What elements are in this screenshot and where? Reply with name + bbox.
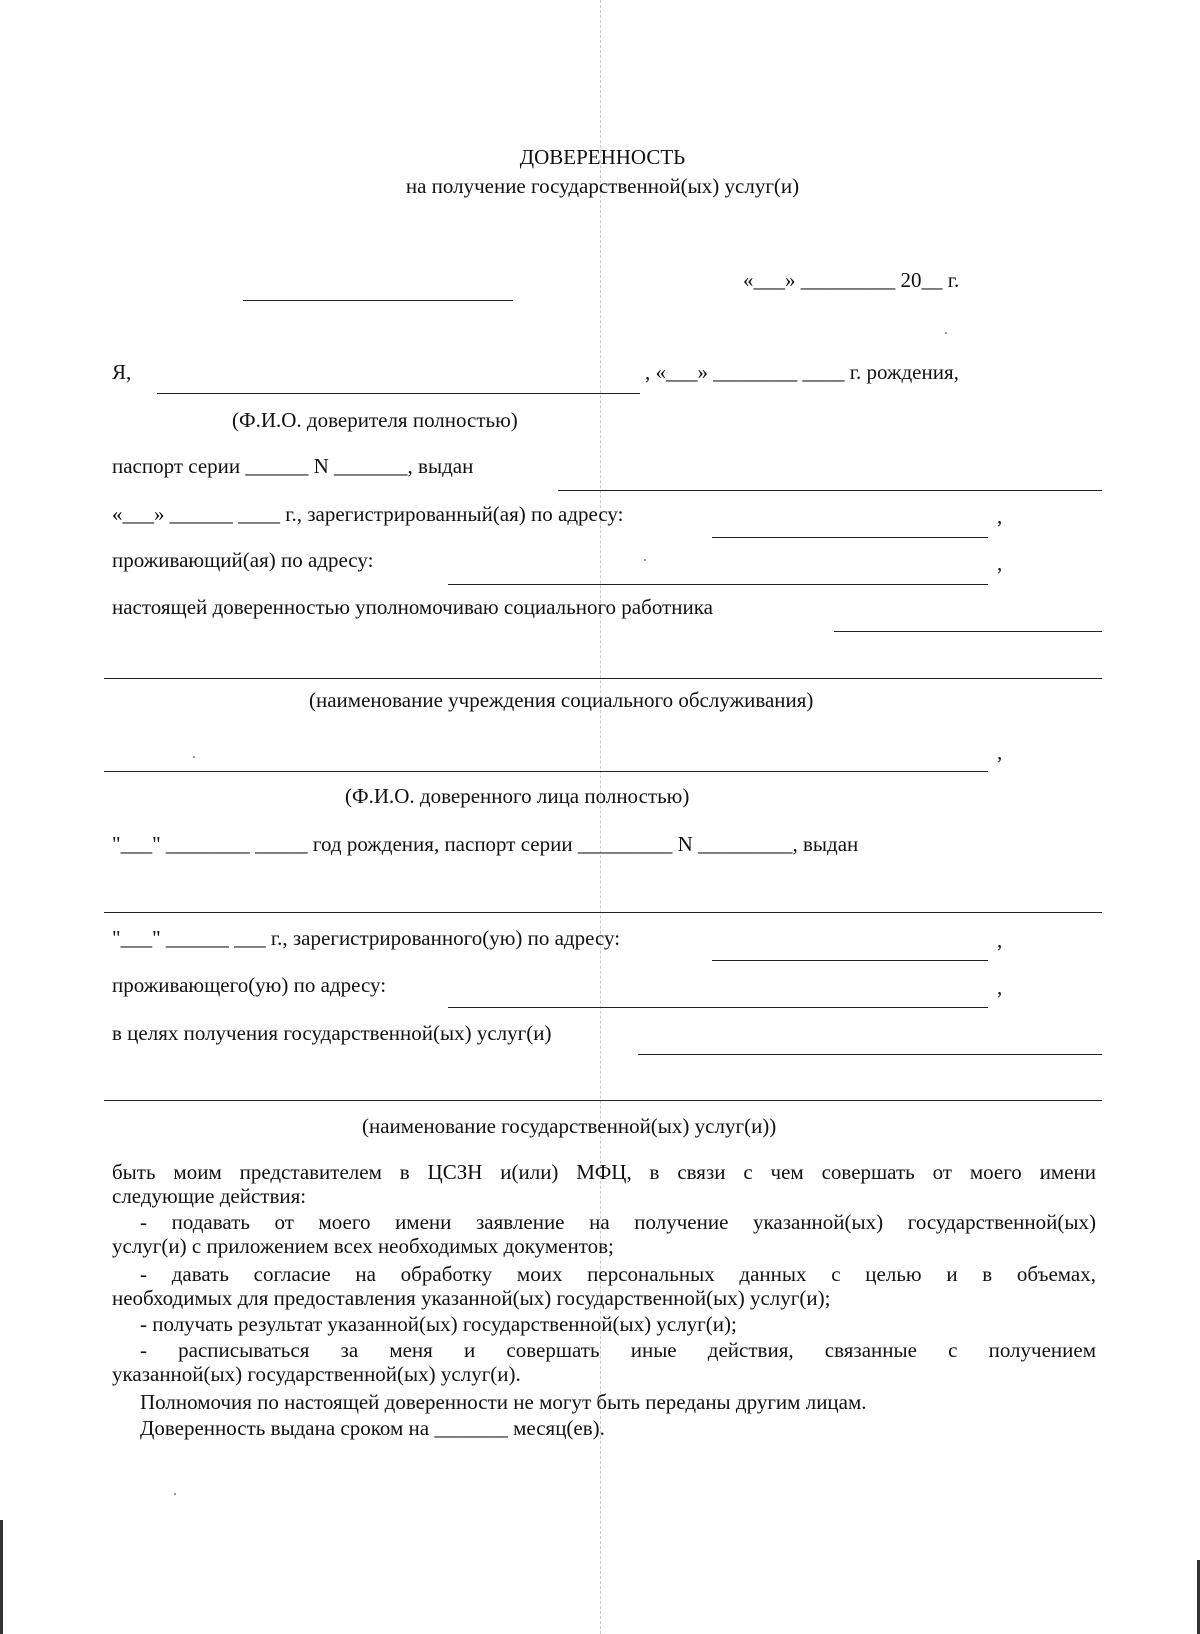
agent-residing-address-field[interactable] — [448, 1007, 988, 1008]
authorize-text: настоящей доверенностью уполномочиваю социального работника — [112, 595, 713, 619]
label-ya: Я, — [112, 360, 132, 384]
fold-line — [600, 0, 601, 1634]
service-field-2[interactable] — [104, 1100, 1102, 1101]
agent-residing-comma: , — [997, 975, 1003, 999]
item-2 — [140, 1262, 1096, 1286]
scan-speck — [644, 559, 646, 561]
item-4 — [140, 1338, 1096, 1362]
issue-date[interactable]: «___» _________ 20__ г. — [743, 268, 960, 292]
item-4-line2: указанной(ых) государственной(ых) услуг(и). — [112, 1362, 521, 1386]
item-1-line2: услуг(и) с приложением всех необходимых документов; — [112, 1234, 614, 1258]
item-1 — [140, 1210, 1096, 1234]
powers-not-transferable: Полномочия по настоящей доверенности не могут быть переданы другим лицам. — [140, 1390, 867, 1414]
agent-fio-caption: (Ф.И.О. доверенного лица полностью) — [345, 784, 690, 808]
principal-passport[interactable]: паспорт серии ______ N _______, выдан — [112, 454, 474, 478]
place-field[interactable] — [243, 300, 513, 301]
agent-birth-passport[interactable]: "___" ________ _____ год рождения, паспорт серии _________ N _________, выдан — [112, 832, 859, 856]
scan-speck — [174, 1493, 176, 1495]
document-title: ДОВЕРЕННОСТЬ — [519, 145, 686, 169]
body-p1-line2: следующие действия: — [112, 1184, 307, 1208]
agent-registered[interactable]: "___" ______ ___ г., зарегистрированного(ую) по адресу: — [112, 926, 621, 950]
social-worker-field[interactable] — [834, 631, 1102, 632]
institution-field[interactable] — [104, 678, 1102, 679]
principal-residing: проживающий(ая) по адресу: — [112, 548, 374, 572]
institution-caption: (наименование учреждения социального обслуживания) — [309, 688, 814, 712]
agent-residing: проживающего(ую) по адресу: — [112, 973, 387, 997]
agent-fio-comma: , — [997, 740, 1003, 764]
principal-registered-address-field[interactable] — [712, 537, 988, 538]
document-subtitle: на получение государственной(ых) услуг(и) — [405, 174, 800, 198]
principal-passport-issuer-field[interactable] — [558, 490, 1102, 491]
principal-registered[interactable]: «___» ______ ____ г., зарегистрированный(ая) по адресу: — [112, 502, 624, 526]
body-p1-line1: быть моим представителем в ЦСЗН и(или) МФЦ, в связи с чем совершать от моего имени — [112, 1160, 1096, 1184]
body-paragraph-1 — [112, 1160, 1096, 1184]
purpose-text: в целях получения государственной(ых) услуг(и) — [112, 1021, 552, 1045]
item-2-line1: - давать согласие на обработку моих персональных данных с целью и в объемах, — [140, 1262, 1096, 1286]
scan-edge-left — [0, 1520, 3, 1634]
scan-speck — [945, 332, 947, 334]
principal-residing-comma: , — [997, 551, 1003, 575]
agent-passport-issuer-field[interactable] — [104, 912, 1102, 913]
service-field-1[interactable] — [638, 1054, 1102, 1055]
principal-birth-date[interactable]: , «___» ________ ____ г. рождения, — [645, 360, 959, 384]
agent-registered-comma: , — [997, 928, 1003, 952]
principal-fio-field[interactable] — [157, 393, 640, 394]
item-2-line2: необходимых для предоставления указанной(ых) государственной(ых) услуг(и); — [112, 1286, 831, 1310]
item-1-line1: - подавать от моего имени заявление на получение указанной(ых) государственной(ых) — [140, 1210, 1096, 1234]
agent-registered-address-field[interactable] — [712, 960, 988, 961]
scan-speck — [193, 756, 195, 758]
item-4-line1: - расписываться за меня и совершать иные действия, связанные с получением — [140, 1338, 1096, 1362]
item-3: - получать результат указанной(ых) государственной(ых) услуг(и); — [140, 1312, 737, 1336]
principal-residing-address-field[interactable] — [448, 584, 988, 585]
principal-fio-caption: (Ф.И.О. доверителя полностью) — [232, 408, 518, 432]
principal-registered-comma: , — [997, 504, 1003, 528]
validity-term[interactable]: Доверенность выдана сроком на _______ месяц(ев). — [140, 1416, 605, 1440]
agent-fio-field[interactable] — [104, 771, 988, 772]
service-caption: (наименование государственной(ых) услуг(и)) — [362, 1114, 777, 1138]
